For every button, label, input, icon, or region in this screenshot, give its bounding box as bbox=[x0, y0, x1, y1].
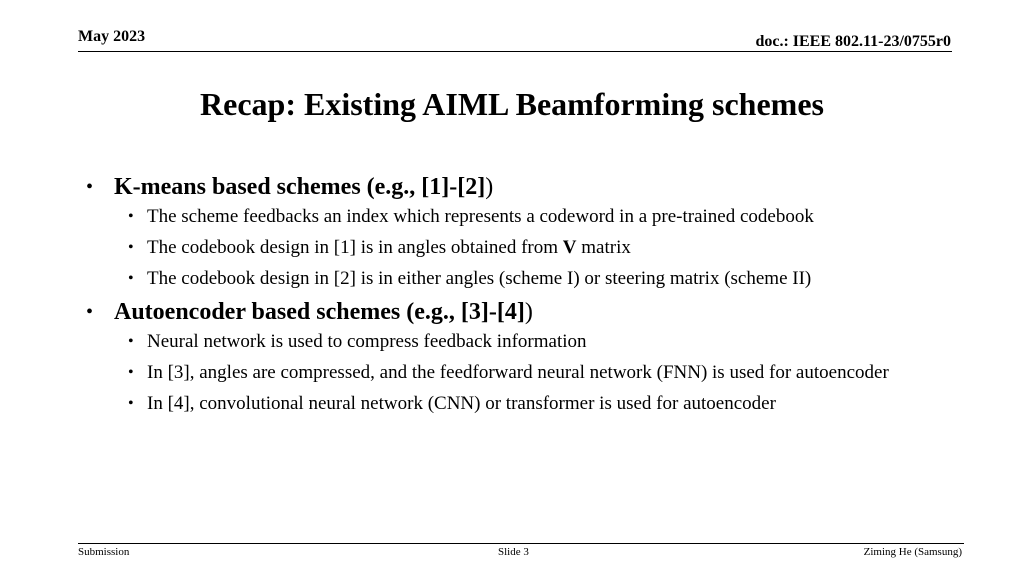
header-date: May 2023 bbox=[78, 28, 146, 45]
section-heading-text: K-means based schemes (e.g., [1]-[2] bbox=[114, 174, 486, 200]
bullet-icon: • bbox=[86, 176, 94, 198]
section-heading-close: ) bbox=[524, 299, 533, 325]
sub-bullet-bold: V bbox=[562, 237, 577, 258]
header-divider bbox=[78, 51, 952, 52]
sub-bullet-text: The codebook design in [1] is in angles obtained from bbox=[147, 237, 563, 258]
footer-slide-number: Slide 3 bbox=[498, 546, 529, 558]
sub-bullet-item bbox=[84, 266, 944, 291]
bullet-icon: • bbox=[128, 270, 134, 287]
bullet-icon: • bbox=[128, 239, 134, 256]
bullet-icon: • bbox=[128, 395, 134, 412]
sub-bullet-item bbox=[84, 391, 944, 416]
sub-bullet-item bbox=[84, 329, 944, 354]
section-heading bbox=[84, 297, 944, 327]
section-heading-close: ) bbox=[485, 174, 494, 200]
sub-bullet-list bbox=[84, 329, 944, 416]
sub-bullet-item bbox=[84, 204, 944, 229]
slide-title: Recap: Existing AIML Beamforming schemes bbox=[200, 86, 824, 122]
sub-bullet-text-after: matrix bbox=[576, 237, 631, 258]
footer-author: Ziming He (Samsung) bbox=[863, 546, 962, 558]
bullet-icon: • bbox=[128, 208, 134, 225]
footer-divider bbox=[78, 543, 964, 544]
section-heading bbox=[84, 172, 944, 202]
header-doc-id: doc.: IEEE 802.11-23/0755r0 bbox=[755, 33, 951, 50]
sub-bullet-item bbox=[84, 235, 944, 260]
sub-bullet-item bbox=[84, 360, 944, 385]
footer-submission: Submission bbox=[78, 546, 130, 558]
bullet-icon: • bbox=[128, 364, 134, 381]
sub-bullet-text: Neural network is used to compress feedback information bbox=[147, 331, 587, 352]
bullet-icon: • bbox=[128, 333, 134, 350]
sub-bullet-text: In [4], convolutional neural network (CNN) or transformer is used for autoencoder bbox=[147, 393, 776, 414]
bullet-icon: • bbox=[86, 301, 94, 323]
sub-bullet-text: In [3], angles are compressed, and the feedforward neural network (FNN) is used for autoencoder bbox=[147, 362, 889, 383]
sub-bullet-text: The scheme feedbacks an index which represents a codeword in a pre-trained codebook bbox=[147, 206, 814, 227]
section-heading-text: Autoencoder based schemes (e.g., [3]-[4] bbox=[114, 299, 525, 325]
sub-bullet-text: The codebook design in [2] is in either angles (scheme I) or steering matrix (scheme II) bbox=[147, 268, 812, 289]
sub-bullet-list bbox=[84, 204, 944, 291]
slide-content bbox=[84, 172, 944, 422]
